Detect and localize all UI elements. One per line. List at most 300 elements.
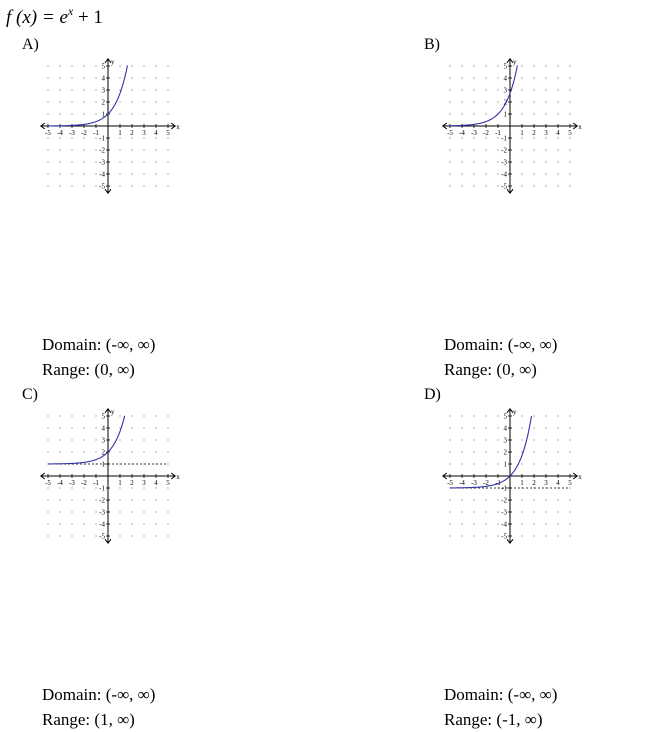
grid-dot xyxy=(47,451,48,452)
grid-dot xyxy=(143,439,144,440)
grid-dot xyxy=(461,185,462,186)
grid-dot xyxy=(71,101,72,102)
grid-dot xyxy=(131,113,132,114)
grid-dot xyxy=(497,149,498,150)
grid-dot xyxy=(497,101,498,102)
grid-dot xyxy=(545,173,546,174)
grid-dot xyxy=(59,89,60,90)
grid-dot xyxy=(497,439,498,440)
grid-dot xyxy=(167,451,168,452)
grid-dot xyxy=(47,415,48,416)
grid-dot xyxy=(119,161,120,162)
grid-dot xyxy=(533,65,534,66)
grid-dot xyxy=(485,161,486,162)
grid-dot xyxy=(521,137,522,138)
x-tick-label: 1 xyxy=(520,129,524,137)
grid-dot xyxy=(95,77,96,78)
choice-d[interactable] xyxy=(424,386,650,729)
grid-dot xyxy=(545,101,546,102)
x-tick-label: -3 xyxy=(69,129,75,137)
grid-dot xyxy=(569,137,570,138)
grid-dot xyxy=(167,415,168,416)
choice-info xyxy=(444,332,557,382)
grid-dot xyxy=(557,89,558,90)
grid-dot xyxy=(545,451,546,452)
grid-dot xyxy=(461,101,462,102)
grid-dot xyxy=(485,77,486,78)
grid-dot xyxy=(95,89,96,90)
grid-dot xyxy=(119,89,120,90)
grid-dot xyxy=(521,463,522,464)
y-tick-label: 4 xyxy=(101,424,105,433)
x-tick-label: 1 xyxy=(118,479,122,487)
grid-dot xyxy=(485,185,486,186)
grid-dot xyxy=(533,511,534,512)
x-tick-label: -3 xyxy=(69,479,75,487)
grid-dot xyxy=(155,523,156,524)
grid-dot xyxy=(497,427,498,428)
grid-dot xyxy=(557,149,558,150)
grid-dot xyxy=(461,113,462,114)
grid-dot xyxy=(47,77,48,78)
y-tick-label: -3 xyxy=(99,508,105,517)
grid-dot xyxy=(167,427,168,428)
grid-dot xyxy=(473,149,474,150)
grid-dot xyxy=(521,77,522,78)
grid-dot xyxy=(59,149,60,150)
grid-dot xyxy=(545,535,546,536)
grid-dot xyxy=(497,463,498,464)
grid-dot xyxy=(119,451,120,452)
x-tick-label: -4 xyxy=(57,129,63,137)
x-tick-label: -4 xyxy=(459,129,465,137)
grid-dot xyxy=(119,499,120,500)
grid-dot xyxy=(83,535,84,536)
y-tick-label: -5 xyxy=(501,182,507,191)
grid-dot xyxy=(473,101,474,102)
y-tick-label: -4 xyxy=(501,170,507,179)
grid-dot xyxy=(83,137,84,138)
grid-dot xyxy=(47,149,48,150)
choice-info xyxy=(42,332,155,382)
graph-d xyxy=(442,406,592,556)
grid-dot xyxy=(473,137,474,138)
grid-dot xyxy=(71,65,72,66)
grid-dot xyxy=(533,185,534,186)
grid-dot xyxy=(83,439,84,440)
x-tick-label: 2 xyxy=(130,129,134,137)
grid-dot xyxy=(521,173,522,174)
grid-dot xyxy=(143,89,144,90)
grid-dot xyxy=(167,89,168,90)
grid-dot xyxy=(557,185,558,186)
grid-dot xyxy=(557,511,558,512)
grid-dot xyxy=(485,439,486,440)
grid-dot xyxy=(95,511,96,512)
x-tick-label: 3 xyxy=(142,129,146,137)
y-tick-label: 4 xyxy=(503,424,507,433)
grid-dot xyxy=(461,149,462,150)
grid-dot xyxy=(533,499,534,500)
grid-dot xyxy=(497,523,498,524)
grid-dot xyxy=(83,487,84,488)
grid-dot xyxy=(473,451,474,452)
grid-dot xyxy=(533,523,534,524)
grid-dot xyxy=(545,511,546,512)
grid-dot xyxy=(83,451,84,452)
grid-dot xyxy=(449,173,450,174)
range-text: Range: (-1, ∞) xyxy=(444,710,543,729)
x-axis-label: x xyxy=(176,473,180,481)
grid-dot xyxy=(521,523,522,524)
grid-dot xyxy=(449,427,450,428)
grid-dot xyxy=(557,137,558,138)
y-tick-label: 2 xyxy=(101,448,105,457)
grid-dot xyxy=(143,523,144,524)
x-tick-label: 4 xyxy=(154,479,158,487)
grid-dot xyxy=(461,137,462,138)
grid-dot xyxy=(449,77,450,78)
grid-dot xyxy=(95,535,96,536)
y-axis-label: y xyxy=(513,407,517,416)
grid-dot xyxy=(497,77,498,78)
grid-dot xyxy=(83,161,84,162)
grid-dot xyxy=(131,149,132,150)
grid-dot xyxy=(497,161,498,162)
grid-dot xyxy=(449,137,450,138)
grid-dot xyxy=(533,535,534,536)
grid-dot xyxy=(59,173,60,174)
grid-dot xyxy=(71,185,72,186)
graph-b xyxy=(442,56,592,206)
grid-dot xyxy=(71,113,72,114)
grid-dot xyxy=(155,439,156,440)
grid-dot xyxy=(485,415,486,416)
grid-dot xyxy=(143,499,144,500)
x-tick-label: 3 xyxy=(544,479,548,487)
grid-dot xyxy=(461,439,462,440)
grid-dot xyxy=(47,113,48,114)
y-tick-label: -2 xyxy=(501,496,507,505)
x-tick-label: 5 xyxy=(166,129,170,137)
grid-dot xyxy=(83,427,84,428)
grid-dot xyxy=(119,427,120,428)
grid-dot xyxy=(143,65,144,66)
grid-dot xyxy=(569,535,570,536)
grid-dot xyxy=(545,113,546,114)
x-tick-label: 3 xyxy=(544,129,548,137)
grid-dot xyxy=(95,137,96,138)
grid-dot xyxy=(521,161,522,162)
grid-dot xyxy=(131,523,132,524)
y-tick-label: 3 xyxy=(101,436,105,445)
grid-dot xyxy=(521,415,522,416)
grid-dot xyxy=(47,439,48,440)
grid-dot xyxy=(143,101,144,102)
grid-dot xyxy=(119,137,120,138)
grid-dot xyxy=(119,535,120,536)
grid-dot xyxy=(83,523,84,524)
grid-dot xyxy=(131,185,132,186)
grid-dot xyxy=(569,439,570,440)
grid-dot xyxy=(167,499,168,500)
grid-dot xyxy=(461,523,462,524)
x-tick-label: -1 xyxy=(93,129,99,137)
grid-dot xyxy=(461,161,462,162)
grid-dot xyxy=(95,499,96,500)
grid-dot xyxy=(473,415,474,416)
grid-dot xyxy=(497,185,498,186)
grid-dot xyxy=(521,535,522,536)
grid-dot xyxy=(545,523,546,524)
grid-dot xyxy=(83,185,84,186)
grid-dot xyxy=(155,101,156,102)
grid-dot xyxy=(155,451,156,452)
grid-dot xyxy=(47,65,48,66)
grid-dot xyxy=(119,185,120,186)
grid-dot xyxy=(485,137,486,138)
y-tick-label: -4 xyxy=(99,520,105,529)
grid-dot xyxy=(521,101,522,102)
grid-dot xyxy=(521,451,522,452)
grid-dot xyxy=(473,185,474,186)
x-tick-label: -2 xyxy=(81,129,87,137)
grid-dot xyxy=(545,185,546,186)
grid-dot xyxy=(533,101,534,102)
grid-dot xyxy=(59,415,60,416)
grid-dot xyxy=(497,415,498,416)
grid-dot xyxy=(131,101,132,102)
y-tick-label: -3 xyxy=(501,508,507,517)
grid-dot xyxy=(569,149,570,150)
grid-dot xyxy=(83,89,84,90)
y-tick-label: -5 xyxy=(99,532,105,541)
grid-dot xyxy=(71,89,72,90)
grid-dot xyxy=(569,523,570,524)
grid-dot xyxy=(533,161,534,162)
x-tick-label: -2 xyxy=(81,479,87,487)
grid-dot xyxy=(167,487,168,488)
grid-dot xyxy=(95,439,96,440)
grid-dot xyxy=(485,535,486,536)
grid-dot xyxy=(449,439,450,440)
grid-dot xyxy=(131,89,132,90)
equation-lhs: f (x) = e xyxy=(6,7,68,28)
grid-dot xyxy=(119,65,120,66)
grid-dot xyxy=(497,173,498,174)
domain-text: Domain: (-∞, ∞) xyxy=(42,335,156,354)
grid-dot xyxy=(155,499,156,500)
grid-dot xyxy=(473,77,474,78)
x-axis-label: x xyxy=(176,123,180,131)
grid-dot xyxy=(449,161,450,162)
grid-dot xyxy=(569,427,570,428)
y-tick-label: 5 xyxy=(101,412,105,421)
grid-dot xyxy=(83,173,84,174)
y-tick-label: -5 xyxy=(501,532,507,541)
grid-dot xyxy=(473,463,474,464)
grid-dot xyxy=(131,161,132,162)
grid-dot xyxy=(155,89,156,90)
grid-dot xyxy=(71,487,72,488)
grid-dot xyxy=(497,89,498,90)
grid-dot xyxy=(143,185,144,186)
grid-dot xyxy=(461,415,462,416)
y-tick-label: 3 xyxy=(101,86,105,95)
x-tick-label: -2 xyxy=(483,129,489,137)
grid-dot xyxy=(95,65,96,66)
grid-dot xyxy=(545,463,546,464)
grid-dot xyxy=(143,149,144,150)
grid-dot xyxy=(119,77,120,78)
grid-dot xyxy=(119,511,120,512)
grid-dot xyxy=(485,173,486,174)
x-tick-label: 2 xyxy=(532,479,536,487)
grid-dot xyxy=(473,161,474,162)
range-text: Range: (0, ∞) xyxy=(444,360,537,379)
grid-dot xyxy=(131,65,132,66)
grid-dot xyxy=(461,535,462,536)
x-tick-label: -1 xyxy=(495,479,501,487)
choice-c[interactable] xyxy=(22,386,322,729)
grid-dot xyxy=(71,439,72,440)
grid-dot xyxy=(95,161,96,162)
grid-dot xyxy=(485,463,486,464)
grid-dot xyxy=(461,463,462,464)
grid-dot xyxy=(569,89,570,90)
grid-dot xyxy=(461,427,462,428)
y-tick-label: -3 xyxy=(501,158,507,167)
x-tick-label: -5 xyxy=(45,129,51,137)
grid-dot xyxy=(47,101,48,102)
grid-dot xyxy=(569,161,570,162)
grid-dot xyxy=(569,77,570,78)
grid-dot xyxy=(461,173,462,174)
grid-dot xyxy=(473,523,474,524)
grid-dot xyxy=(119,101,120,102)
grid-dot xyxy=(71,161,72,162)
x-tick-label: 4 xyxy=(556,479,560,487)
grid-dot xyxy=(521,113,522,114)
grid-dot xyxy=(155,535,156,536)
grid-dot xyxy=(557,535,558,536)
graph-c xyxy=(40,406,190,556)
grid-dot xyxy=(59,535,60,536)
grid-dot xyxy=(461,451,462,452)
graph-a xyxy=(40,56,190,206)
grid-dot xyxy=(47,523,48,524)
grid-dot xyxy=(557,439,558,440)
grid-dot xyxy=(47,487,48,488)
grid-dot xyxy=(521,65,522,66)
grid-dot xyxy=(449,511,450,512)
grid-dot xyxy=(533,439,534,440)
grid-dot xyxy=(143,113,144,114)
y-tick-label: -1 xyxy=(501,484,507,493)
x-tick-label: 2 xyxy=(532,129,536,137)
grid-dot xyxy=(569,451,570,452)
grid-dot xyxy=(461,65,462,66)
grid-dot xyxy=(557,161,558,162)
grid-dot xyxy=(59,439,60,440)
grid-dot xyxy=(545,137,546,138)
grid-dot xyxy=(95,149,96,150)
y-tick-label: 5 xyxy=(503,62,507,71)
x-tick-label: 2 xyxy=(130,479,134,487)
grid-dot xyxy=(71,137,72,138)
grid-dot xyxy=(449,463,450,464)
grid-dot xyxy=(473,439,474,440)
grid-dot xyxy=(71,451,72,452)
grid-dot xyxy=(533,113,534,114)
range-text: Range: (0, ∞) xyxy=(42,360,135,379)
choice-a[interactable] xyxy=(22,36,322,379)
grid-dot xyxy=(449,499,450,500)
grid-dot xyxy=(473,65,474,66)
y-tick-label: 2 xyxy=(101,98,105,107)
grid-dot xyxy=(47,137,48,138)
grid-dot xyxy=(569,463,570,464)
grid-dot xyxy=(569,415,570,416)
grid-dot xyxy=(83,65,84,66)
grid-dot xyxy=(59,77,60,78)
grid-dot xyxy=(155,173,156,174)
x-tick-label: -5 xyxy=(447,479,453,487)
y-tick-label: -1 xyxy=(99,484,105,493)
grid-dot xyxy=(131,535,132,536)
grid-dot xyxy=(569,173,570,174)
grid-dot xyxy=(449,65,450,66)
y-tick-label: 1 xyxy=(101,460,105,469)
choice-letter: C) xyxy=(22,386,38,403)
grid-dot xyxy=(497,137,498,138)
y-tick-label: 4 xyxy=(503,74,507,83)
x-axis-label: x xyxy=(578,123,582,131)
choice-b[interactable] xyxy=(424,36,650,379)
grid-dot xyxy=(59,523,60,524)
grid-dot xyxy=(47,89,48,90)
grid-dot xyxy=(131,415,132,416)
grid-dot xyxy=(95,427,96,428)
grid-dot xyxy=(59,101,60,102)
grid-dot xyxy=(545,149,546,150)
grid-dot xyxy=(155,149,156,150)
grid-dot xyxy=(557,463,558,464)
grid-dot xyxy=(449,89,450,90)
y-tick-label: -4 xyxy=(501,520,507,529)
grid-dot xyxy=(569,511,570,512)
grid-dot xyxy=(71,523,72,524)
x-tick-label: -1 xyxy=(93,479,99,487)
grid-dot xyxy=(131,487,132,488)
grid-dot xyxy=(533,427,534,428)
grid-dot xyxy=(521,427,522,428)
grid-dot xyxy=(119,173,120,174)
y-tick-label: 3 xyxy=(503,436,507,445)
grid-dot xyxy=(449,113,450,114)
grid-dot xyxy=(449,101,450,102)
grid-dot xyxy=(47,535,48,536)
x-tick-label: -5 xyxy=(447,129,453,137)
grid-dot xyxy=(71,499,72,500)
grid-dot xyxy=(569,185,570,186)
grid-dot xyxy=(545,439,546,440)
domain-text: Domain: (-∞, ∞) xyxy=(444,685,558,704)
equation-exponent: x xyxy=(67,4,74,18)
y-tick-label: 1 xyxy=(101,110,105,119)
grid-dot xyxy=(155,487,156,488)
y-tick-label: 1 xyxy=(503,110,507,119)
